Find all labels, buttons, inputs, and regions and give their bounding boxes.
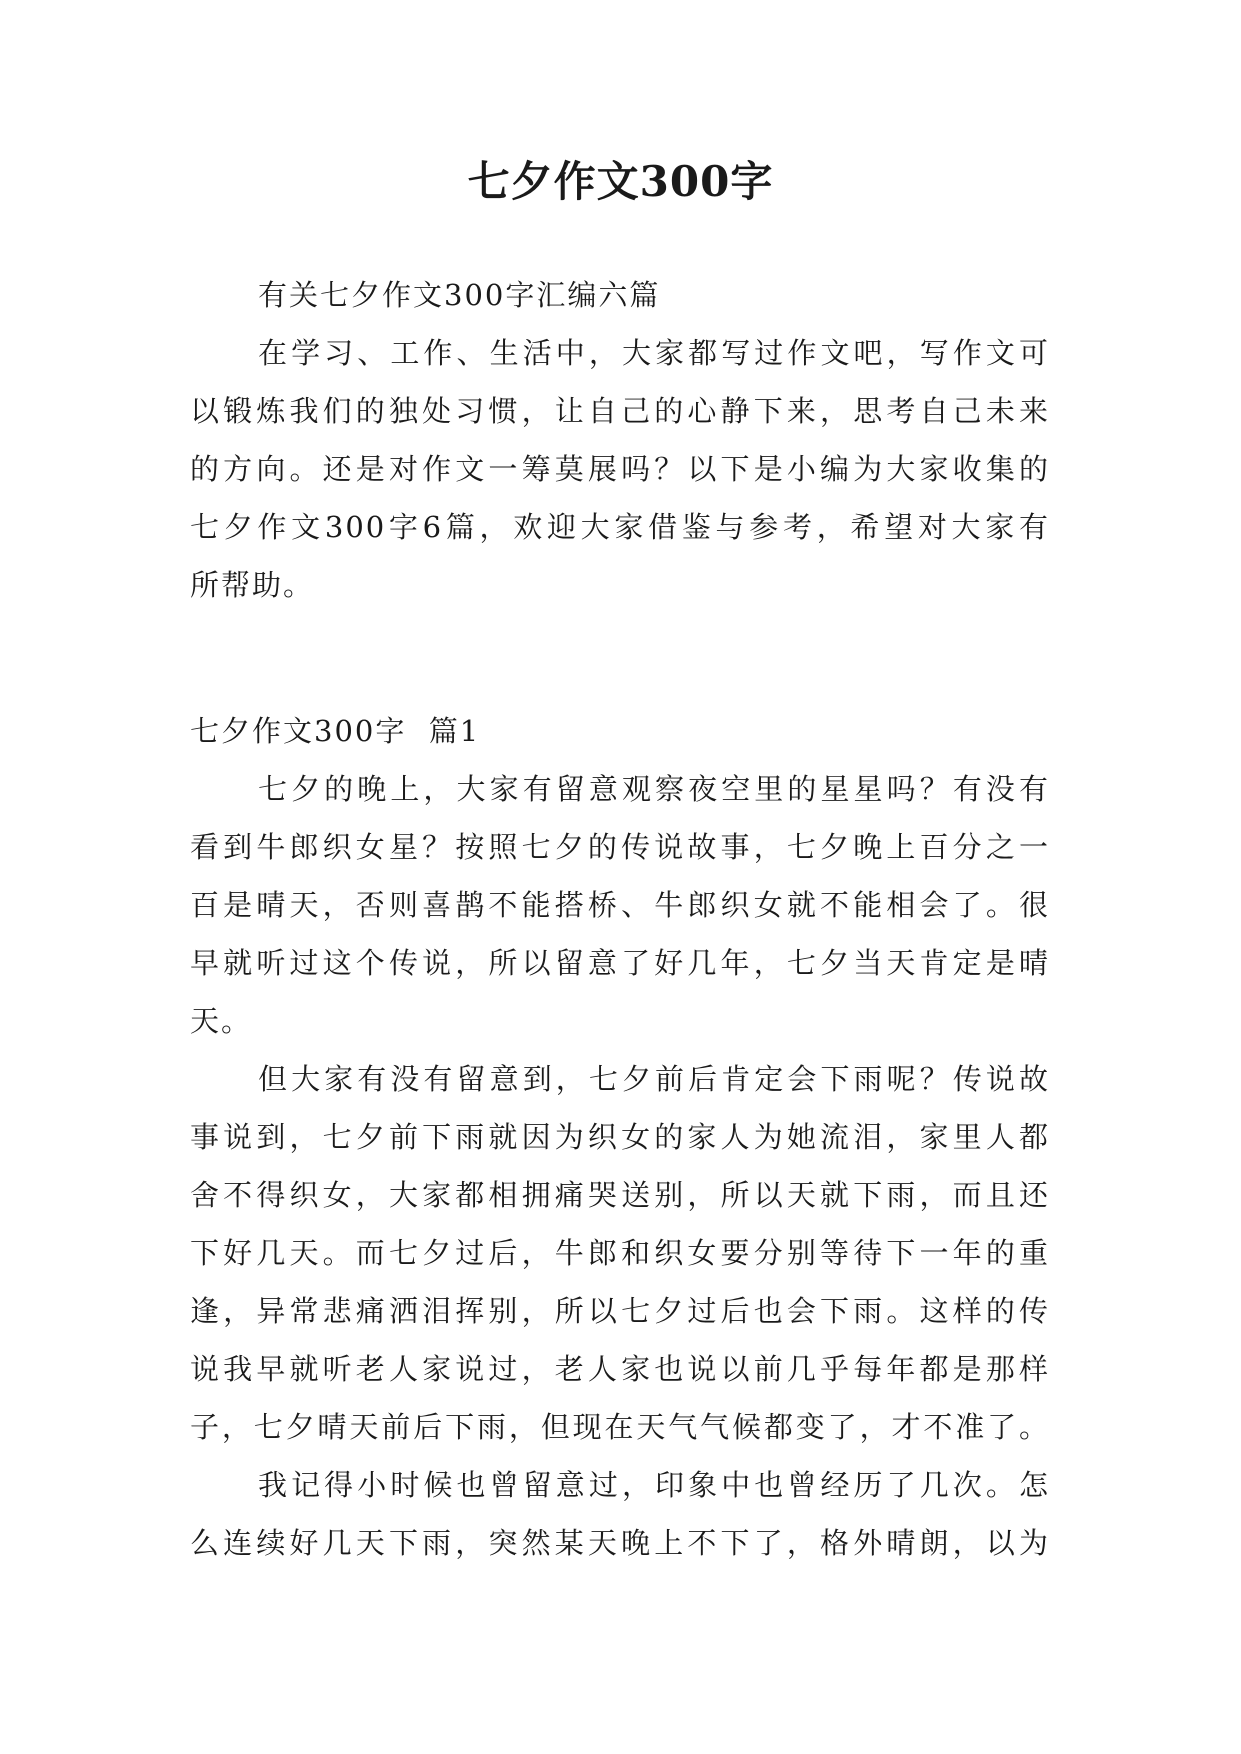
paragraph-line: 早就听过这个传说，所以留意了好几年，七夕当天肯定是晴: [190, 946, 1050, 980]
intro-line: 七夕作文300字6篇，欢迎大家借鉴与参考，希望对大家有: [190, 510, 1050, 544]
paragraph-line: 下好几天。而七夕过后，牛郎和织女要分别等待下一年的重: [190, 1236, 1050, 1270]
intro-line: 的方向。还是对作文一筹莫展吗？以下是小编为大家收集的: [190, 452, 1050, 486]
paragraph-line: 我记得小时候也曾留意过，印象中也曾经历了几次。怎: [258, 1468, 1050, 1502]
paragraph-line: 七夕的晚上，大家有留意观察夜空里的星星吗？有没有: [258, 772, 1050, 806]
paragraph-line: 说我早就听老人家说过，老人家也说以前几乎每年都是那样: [190, 1352, 1050, 1386]
paragraph-line: 百是晴天，否则喜鹊不能搭桥、牛郎织女就不能相会了。很: [190, 888, 1050, 922]
paragraph-line: 但大家有没有留意到，七夕前后肯定会下雨呢？传说故: [258, 1062, 1050, 1096]
intro-line: 以锻炼我们的独处习惯，让自己的心静下来，思考自己未来: [190, 394, 1050, 428]
paragraph-line: 么连续好几天下雨，突然某天晚上不下了，格外晴朗，以为: [190, 1526, 1050, 1560]
document-title: 七夕作文300字: [467, 157, 774, 206]
paragraph-line: 看到牛郎织女星？按照七夕的传说故事，七夕晚上百分之一: [190, 830, 1050, 864]
intro-line: 所帮助。: [190, 568, 315, 602]
section-heading: 七夕作文300字 篇1: [190, 714, 481, 748]
subtitle: 有关七夕作文300字汇编六篇: [258, 278, 661, 312]
section-1: [190, 702, 1050, 1572]
intro-line: 在学习、工作、生活中，大家都写过作文吧，写作文可: [258, 336, 1050, 370]
paragraph-line: 逢，异常悲痛洒泪挥别，所以七夕过后也会下雨。这样的传: [190, 1294, 1050, 1328]
paragraph-line: 天。: [190, 1004, 253, 1038]
paragraph-line: 子，七夕晴天前后下雨，但现在天气气候都变了，才不准了。: [190, 1410, 1050, 1444]
intro-block: [190, 266, 1050, 614]
paragraph-line: 事说到，七夕前下雨就因为织女的家人为她流泪，家里人都: [190, 1120, 1050, 1154]
paragraph-line: 舍不得织女，大家都相拥痛哭送别，所以天就下雨，而且还: [190, 1178, 1050, 1212]
